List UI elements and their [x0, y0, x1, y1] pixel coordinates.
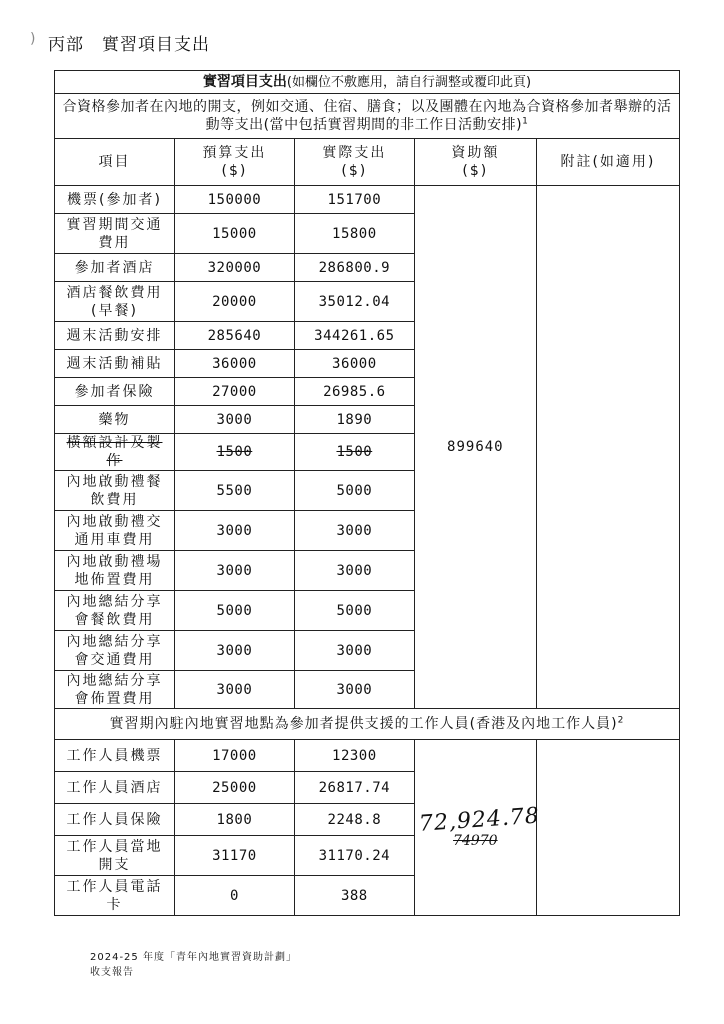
cell-actual: 12300	[294, 740, 414, 772]
cell-budget: 17000	[174, 740, 294, 772]
cell-actual: 36000	[294, 350, 414, 378]
footer-line1: 2024-25 年度「青年內地實習資助計劃」	[90, 952, 297, 963]
cell-actual: 286800.9	[294, 254, 414, 282]
cell-budget: 5000	[174, 591, 294, 631]
cell-item: 工作人員酒店	[55, 772, 175, 804]
expense-table	[54, 70, 680, 916]
table-row	[55, 740, 680, 772]
header-grant: 資助額 ($)	[414, 139, 536, 186]
cell-actual: 344261.65	[294, 322, 414, 350]
cell-budget: 3000	[174, 671, 294, 709]
cell-item: 工作人員電話卡	[55, 876, 175, 916]
cell-item: 週末活動補貼	[55, 350, 175, 378]
cell-budget: 1800	[174, 804, 294, 836]
handwritten-grant: 72,924.78	[418, 803, 541, 837]
table-row	[55, 186, 680, 214]
cell-item: 實習期間交通費用	[55, 214, 175, 254]
cell-actual: 1890	[294, 406, 414, 434]
section1-body	[55, 186, 680, 709]
header-actual: 實際支出 ($)	[294, 139, 414, 186]
cell-item: 內地啟動禮場地佈置費用	[55, 551, 175, 591]
cell-budget: 3000	[174, 551, 294, 591]
cell-budget: 5500	[174, 471, 294, 511]
cell-item: 藥物	[55, 406, 175, 434]
cell-item: 橫額設計及製作	[55, 434, 175, 471]
cell-budget: 285640	[174, 322, 294, 350]
header-remarks: 附註(如適用)	[536, 139, 679, 186]
cell-item: 內地啟動禮餐飲費用	[55, 471, 175, 511]
cell-item: 內地總結分享會佈置費用	[55, 671, 175, 709]
cell-actual: 3000	[294, 511, 414, 551]
cell-item: 參加者酒店	[55, 254, 175, 282]
cell-actual: 388	[294, 876, 414, 916]
section2-footnote: 2	[617, 715, 625, 726]
section1-remarks	[536, 186, 679, 709]
cell-item: 內地總結分享會餐飲費用	[55, 591, 175, 631]
heading-title: 實習項目支出	[102, 35, 210, 55]
cell-actual: 31170.24	[294, 836, 414, 876]
cell-budget: 1500	[174, 434, 294, 471]
section1-footnote: 1	[522, 116, 529, 127]
section2-body	[55, 740, 680, 916]
cell-budget: 20000	[174, 282, 294, 322]
section2-desc-text: 實習期內駐內地實習地點為參加者提供支援的工作人員(香港及內地工作人員)	[109, 716, 618, 732]
cell-item: 內地總結分享會交通費用	[55, 631, 175, 671]
table-title: 實習項目支出	[202, 73, 287, 90]
table-title-note: (如欄位不敷應用，請自行調整或覆印此頁)	[286, 74, 532, 90]
footer	[90, 950, 297, 980]
cell-budget: 3000	[174, 631, 294, 671]
cell-actual: 3000	[294, 671, 414, 709]
cell-budget: 27000	[174, 378, 294, 406]
cell-actual: 151700	[294, 186, 414, 214]
cell-item: 內地啟動禮交通用車費用	[55, 511, 175, 551]
margin-mark: )	[30, 31, 36, 47]
cell-actual: 2248.8	[294, 804, 414, 836]
cell-actual: 3000	[294, 631, 414, 671]
footer-line2: 收支報告	[90, 967, 134, 978]
cell-item: 工作人員保險	[55, 804, 175, 836]
struck-grant: 74970	[453, 832, 498, 849]
section2-remarks	[536, 740, 679, 916]
cell-budget: 0	[174, 876, 294, 916]
cell-budget: 150000	[174, 186, 294, 214]
cell-actual: 5000	[294, 471, 414, 511]
page-heading	[48, 30, 210, 55]
cell-item: 參加者保險	[55, 378, 175, 406]
cell-actual: 15800	[294, 214, 414, 254]
cell-item: 工作人員機票	[55, 740, 175, 772]
cell-actual: 26985.6	[294, 378, 414, 406]
cell-item: 酒店餐飲費用(早餐)	[55, 282, 175, 322]
cell-budget: 31170	[174, 836, 294, 876]
cell-budget: 3000	[174, 406, 294, 434]
cell-budget: 25000	[174, 772, 294, 804]
heading-part: 丙部	[48, 35, 84, 55]
section2-grant	[414, 740, 541, 916]
table-title-row	[55, 71, 680, 94]
header-budget: 預算支出 ($)	[174, 139, 294, 186]
cell-budget: 15000	[174, 214, 294, 254]
cell-item: 週末活動安排	[55, 322, 175, 350]
cell-actual: 1500	[294, 434, 414, 471]
section1-desc-text: 合資格參加者在內地的開支，例如交通、住宿、膳食；以及團體在內地為合資格參加者舉辦的活動等支出(當中包括實習期間的非工作日活動安排)	[62, 99, 672, 133]
cell-budget: 3000	[174, 511, 294, 551]
section2-description	[55, 709, 680, 740]
cell-actual: 5000	[294, 591, 414, 631]
cell-actual: 35012.04	[294, 282, 414, 322]
section1-grant: 899640	[414, 186, 536, 709]
cell-budget: 36000	[174, 350, 294, 378]
cell-actual: 26817.74	[294, 772, 414, 804]
header-row	[55, 139, 680, 186]
header-item: 項目	[55, 139, 175, 186]
cell-actual: 3000	[294, 551, 414, 591]
section1-description	[55, 94, 680, 139]
cell-item: 工作人員當地開支	[55, 836, 175, 876]
cell-item: 機票(參加者)	[55, 186, 175, 214]
cell-budget: 320000	[174, 254, 294, 282]
